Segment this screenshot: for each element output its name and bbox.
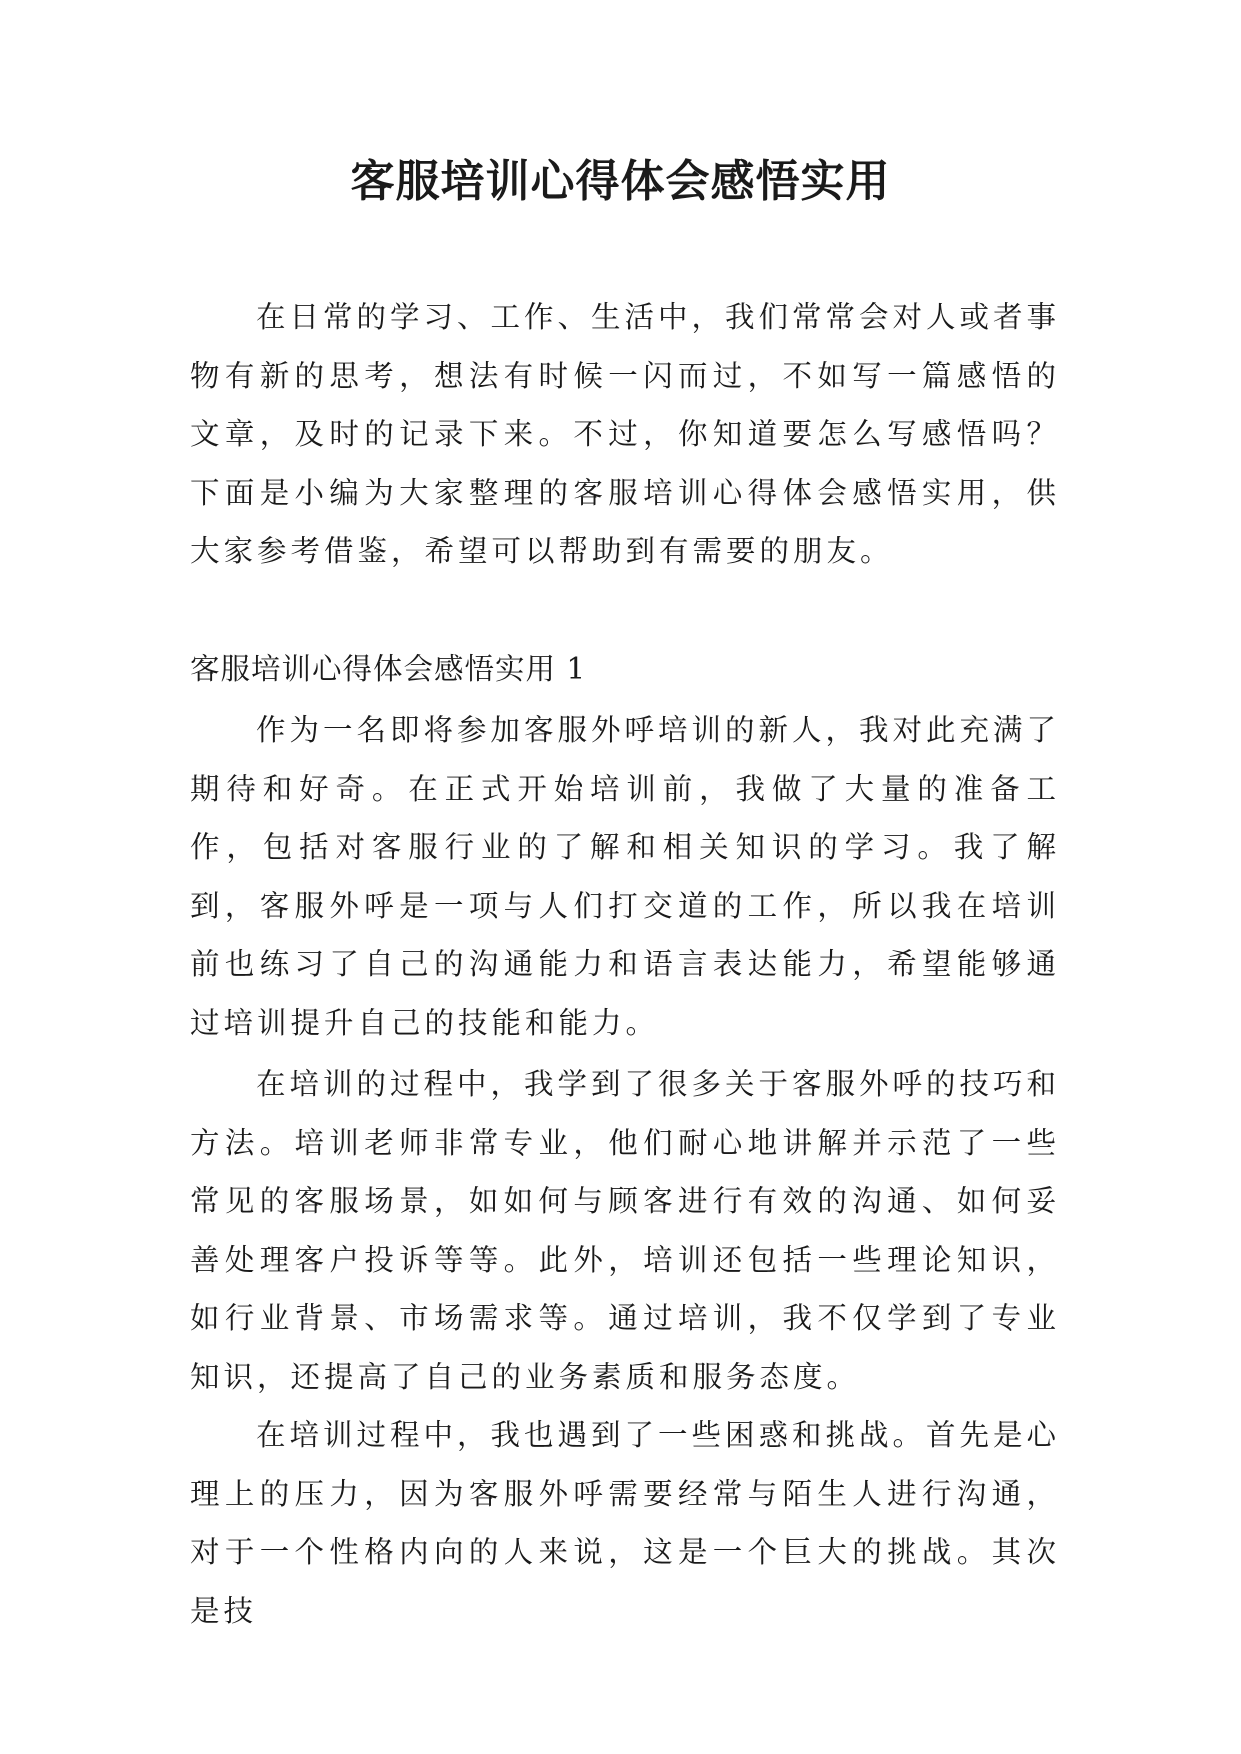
body-paragraph: 在培训过程中，我也遇到了一些困惑和挑战。首先是心理上的压力，因为客服外呼需要经常与陌生人进行沟通，对于一个性格内向的人来说，这是一个巨大的挑战。其次是技 [190,1418,1061,1628]
body-paragraph: 在培训的过程中，我学到了很多关于客服外呼的技巧和方法。培训老师非常专业，他们耐心地讲解并示范了一些常见的客服场景，如如何与顾客进行有效的沟通、如何妥善处理客户投诉等等。此外，培训还包括一些理论知识，如行业背景、市场需求等。通过培训，我不仅学到了专业知识，还提高了自己的业务素质和服务态度。 [190,1067,1061,1394]
intro-paragraph: 在日常的学习、工作、生活中，我们常常会对人或者事物有新的思考，想法有时候一闪而过，不如写一篇感悟的文章，及时的记录下来。不过，你知道要怎么写感悟吗？下面是小编为大家整理的客服培训心得体会感悟实用，供大家参考借鉴，希望可以帮助到有需要的朋友。 [190,300,1061,568]
body-paragraph: 作为一名即将参加客服外呼培训的新人，我对此充满了期待和好奇。在正式开始培训前，我做了大量的准备工作，包括对客服行业的了解和相关知识的学习。我了解到，客服外呼是一项与人们打交道的工作，所以我在培训前也练习了自己的沟通能力和语言表达能力，希望能够通过培训提升自己的技能和能力。 [190,713,1061,1040]
document-title: 客服培训心得体会感悟实用 [350,156,891,207]
section-heading: 客服培训心得体会感悟实用 1 [190,652,587,686]
